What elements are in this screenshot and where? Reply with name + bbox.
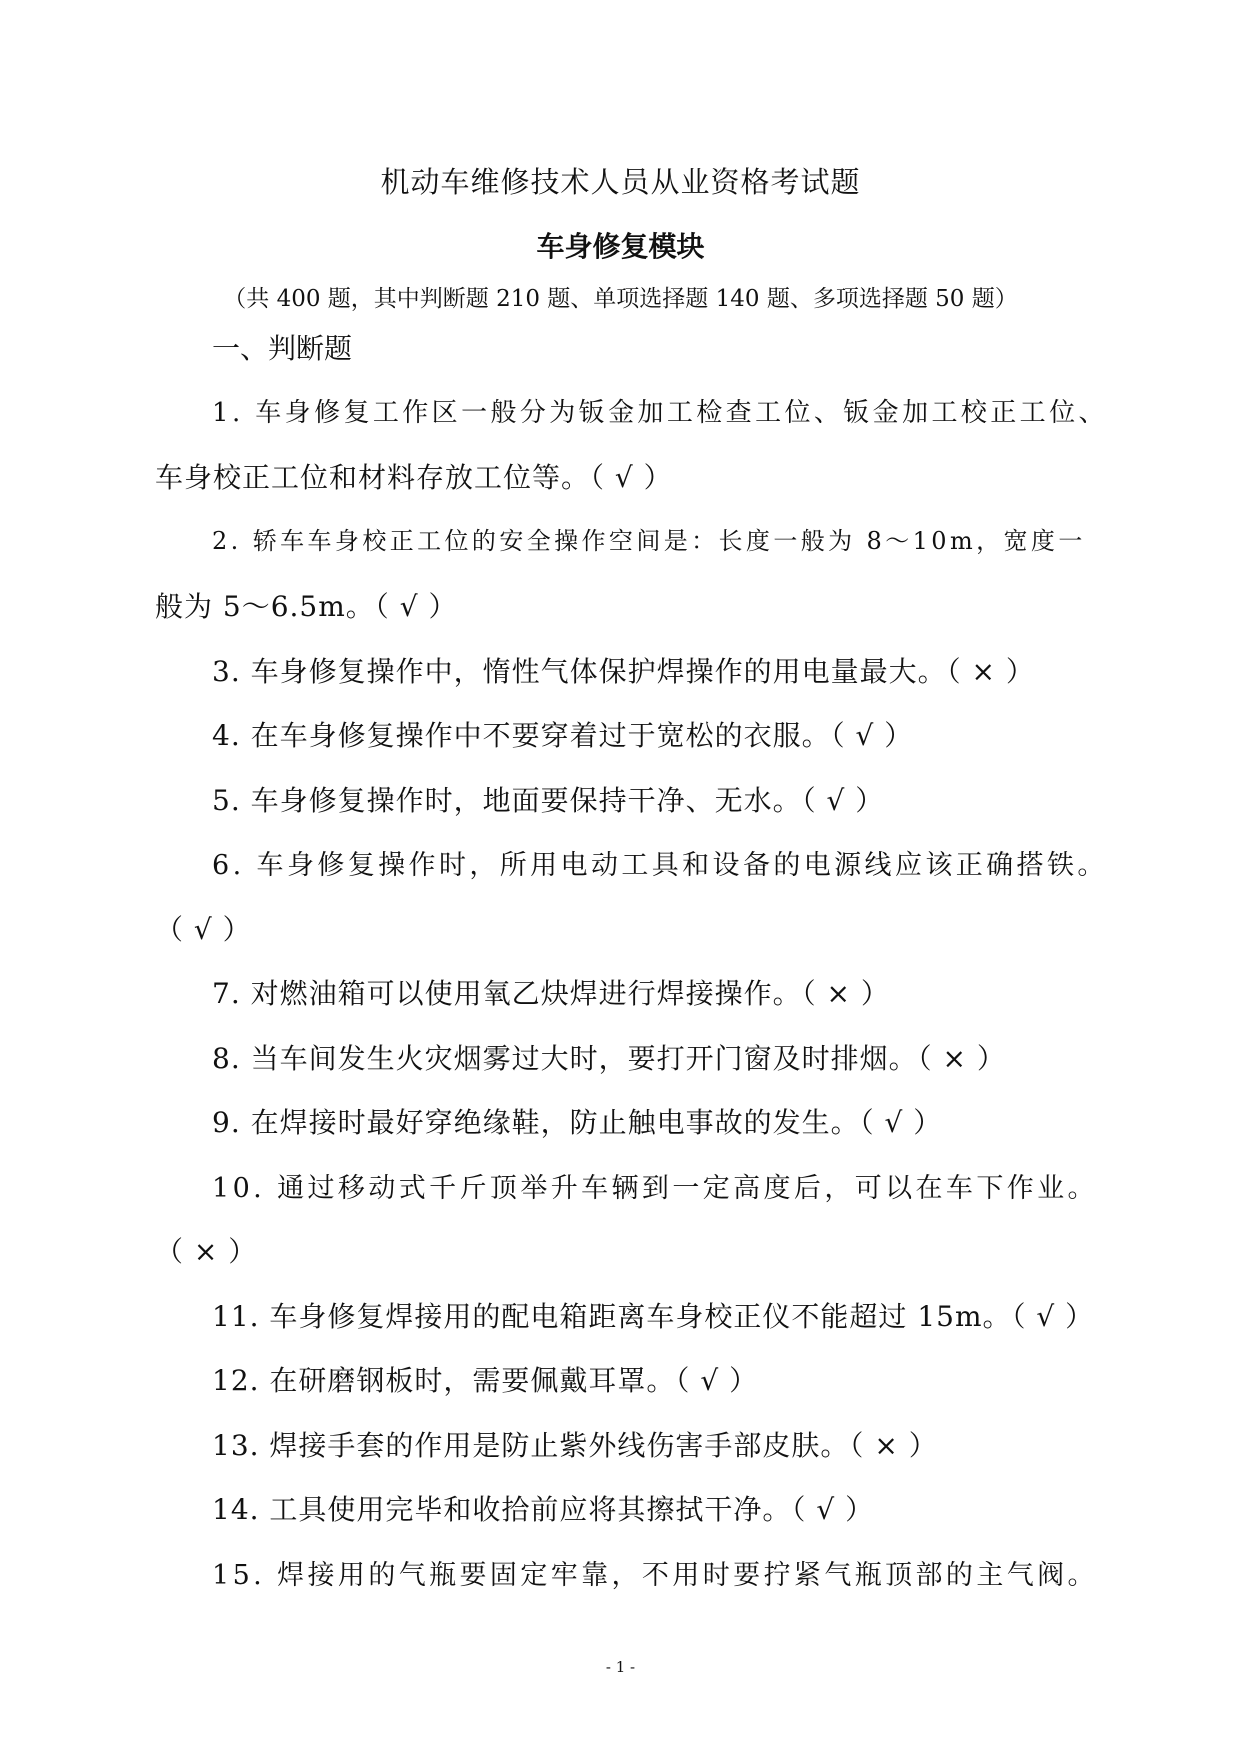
question-line: （ × ）	[155, 1235, 258, 1268]
question-line: 12. 在研磨钢板时，需要佩戴耳罩。（ √ ）	[212, 1364, 759, 1397]
document-title: 机动车维修技术人员从业资格考试题	[380, 165, 861, 199]
question-line: 9. 在焊接时最好穿绝缘鞋，防止触电事故的发生。（ √ ）	[212, 1106, 943, 1139]
question-line: 7. 对燃油箱可以使用氧乙炔焊进行焊接操作。（ × ）	[212, 977, 890, 1010]
question-line: 14. 工具使用完毕和收拾前应将其擦拭干净。（ √ ）	[212, 1493, 875, 1526]
question-line: 4. 在车身修复操作中不要穿着过于宽松的衣服。（ √ ）	[212, 719, 914, 752]
question-line: 6. 车身修复操作时，所用电动工具和设备的电源线应该正确搭铁。	[212, 850, 1108, 881]
question-line: 8. 当车间发生火灾烟雾过大时，要打开门窗及时排烟。（ × ）	[212, 1042, 1006, 1075]
question-summary: （共 400 题，其中判断题 210 题、单项选择题 140 题、多项选择题 50 题）	[223, 286, 1018, 312]
question-line: 1. 车身修复工作区一般分为钣金加工检查工位、钣金加工校正工位、	[212, 398, 1108, 428]
question-line: 10. 通过移动式千斤顶举升车辆到一定高度后，可以在车下作业。	[212, 1173, 1098, 1204]
question-line: 11. 车身修复焊接用的配电箱距离车身校正仪不能超过 15m。（ √ ）	[212, 1300, 1095, 1333]
question-line: 13. 焊接手套的作用是防止紫外线伤害手部皮肤。（ × ）	[212, 1429, 938, 1462]
section-heading: 一、判断题	[212, 332, 353, 365]
question-line: 5. 车身修复操作时，地面要保持干净、无水。（ √ ）	[212, 784, 885, 817]
question-line: 15. 焊接用的气瓶要固定牢靠，不用时要拧紧气瓶顶部的主气阀。	[212, 1560, 1098, 1591]
question-line: 2. 轿车车身校正工位的安全操作空间是：长度一般为 8～10m，宽度一	[212, 527, 1086, 555]
question-line: 3. 车身修复操作中，惰性气体保护焊操作的用电量最大。（ × ）	[212, 655, 1035, 688]
question-line: 车身校正工位和材料存放工位等。（ √ ）	[155, 461, 673, 494]
page-number: - 1 -	[605, 1658, 636, 1676]
question-line: （ √ ）	[155, 913, 252, 946]
module-title: 车身修复模块	[536, 230, 705, 263]
question-line: 般为 5～6.5m。（ √ ）	[155, 590, 458, 623]
